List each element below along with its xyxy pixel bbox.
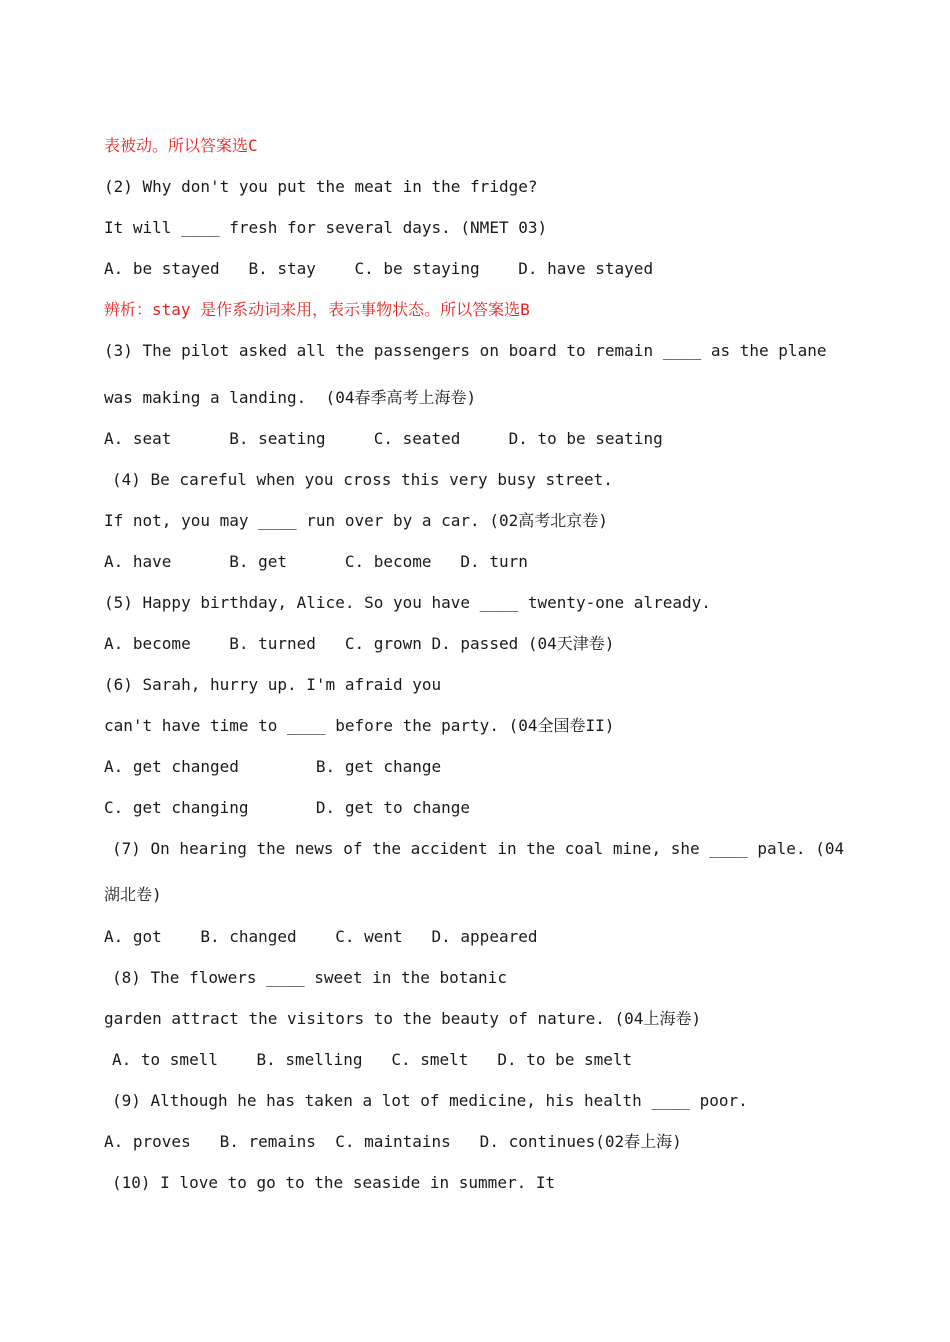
question-7-prompt-cont: 湖北卷): [104, 885, 162, 904]
question-4-options: A. have B. get C. become D. turn: [104, 552, 528, 571]
question-4-prompt: (4) Be careful when you cross this very busy street.: [112, 470, 613, 489]
question-9-options: A. proves B. remains C. maintains D. continues(02春上海): [104, 1132, 682, 1151]
question-7-prompt: (7) On hearing the news of the accident in the coal mine, she ____ pale. (04: [112, 839, 845, 858]
answer-explanation-1: 表被动。所以答案选C: [104, 136, 258, 155]
question-6-options-row1: A. get changed B. get change: [104, 757, 442, 776]
question-8-options: A. to smell B. smelling C. smelt D. to be smelt: [112, 1050, 633, 1069]
question-2-sentence: It will ____ fresh for several days. (NMET 03): [104, 218, 548, 237]
answer-explanation-2: 辨析：stay 是作系动词来用，表示事物状态。所以答案选B: [104, 300, 530, 319]
question-5-options: A. become B. turned C. grown D. passed (04天津卷): [104, 634, 615, 653]
question-6-sentence: can't have time to ____ before the party. (04全国卷II): [104, 716, 615, 735]
question-3-prompt-cont: was making a landing. (04春季高考上海卷): [104, 388, 477, 407]
question-6-options-row2: C. get changing D. get to change: [104, 798, 471, 817]
question-5-prompt: (5) Happy birthday, Alice. So you have ____ twenty-one already.: [104, 593, 711, 612]
question-8-sentence: garden attract the visitors to the beauty of nature. (04上海卷): [104, 1009, 702, 1028]
question-10-prompt: (10) I love to go to the seaside in summer. It: [112, 1173, 556, 1192]
question-6-prompt: (6) Sarah, hurry up. I'm afraid you: [104, 675, 442, 694]
question-2-options: A. be stayed B. stay C. be staying D. have stayed: [104, 259, 654, 278]
question-9-prompt: (9) Although he has taken a lot of medicine, his health ____ poor.: [112, 1091, 748, 1110]
question-2-prompt: (2) Why don't you put the meat in the fridge?: [104, 177, 538, 196]
question-3-options: A. seat B. seating C. seated D. to be seating: [104, 429, 663, 448]
question-7-options: A. got B. changed C. went D. appeared: [104, 927, 538, 946]
question-3-prompt: (3) The pilot asked all the passengers on board to remain ____ as the plane: [104, 341, 827, 360]
question-8-prompt: (8) The flowers ____ sweet in the botanic: [112, 968, 507, 987]
question-4-sentence: If not, you may ____ run over by a car. (02高考北京卷): [104, 511, 608, 530]
